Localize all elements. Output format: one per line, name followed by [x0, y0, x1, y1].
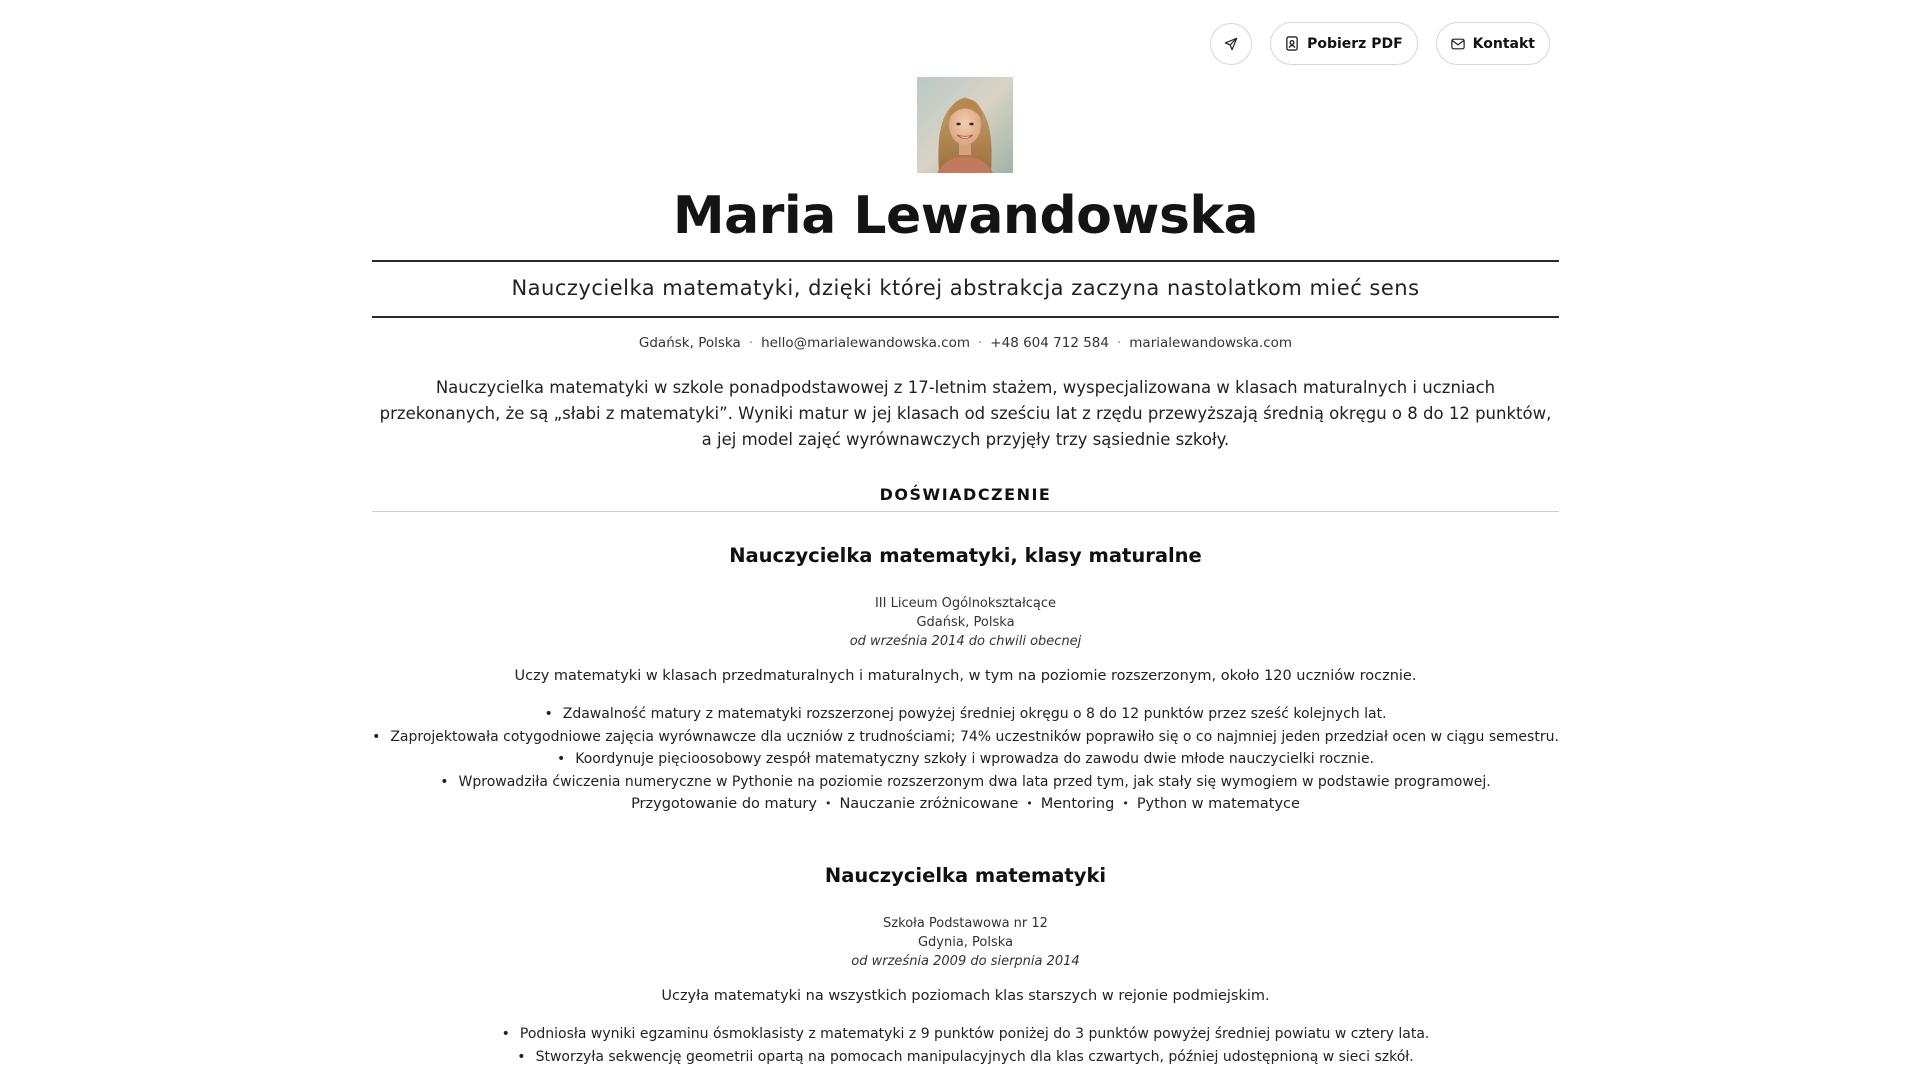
list-item: • Wprowadziła ćwiczenia numeryczne w Pythonie na poziomie rozszerzonym dwa lata przed tym, jak stały się wymogiem w podstawie programowej. [372, 771, 1559, 794]
job-organization: Szkoła Podstawowa nr 12 [883, 916, 1048, 931]
separator: · [748, 335, 754, 351]
contact-line [372, 333, 1559, 353]
list-item: • Stworzyła sekwencję geometrii opartą na pomocach manipulacyjnych dla klas czwartych, później udostępnioną w sieci szkół. [372, 1046, 1559, 1069]
list-item: • Zaprojektowała cotygodniowe zajęcia wyrównawcze dla uczniów z trudnościami; 74% uczestników poprawiło się o co najmniej jeden przedział ocen w ciągu semestru. [372, 726, 1559, 749]
download-pdf-label: Pobierz PDF [1307, 35, 1403, 52]
separator: · [1116, 335, 1122, 351]
separator: • [1122, 797, 1129, 810]
profile-summary: Nauczycielka matematyki w szkole ponadpodstawowej z 17-letnim stażem, wyspecjalizowana w klasach maturalnych i uczniach przekonanych, że są „słabi z matematyki”. Wyniki matur w jej klasach od sześciu lat z rzędu przewyższają średnią okręgu o 8 do 12 punktów, a jej model zajęć wyrównawczych przyjęły trzy sąsiednie szkoły. [379, 378, 1552, 449]
job-description: Uczy matematyki w klasach przedmaturalnych i maturalnych, w tym na poziomie rozszerzonym, około 120 uczniów rocznie. [514, 668, 1417, 684]
skill-tag: Mentoring [1040, 796, 1115, 812]
job-description: Uczyła matematyki na wszystkich poziomach klas starszych w rejonie podmiejskim. [661, 988, 1270, 1004]
contact-button[interactable] [1436, 22, 1550, 65]
job-skills [372, 793, 1559, 816]
profile-name: Maria Lewandowska [672, 186, 1259, 246]
skill-tag: Python w matematyce [1136, 796, 1300, 812]
separator: • [1026, 797, 1033, 810]
contact-location: Gdańsk, Polska [638, 335, 741, 351]
contact-phone[interactable]: +48 604 712 584 [990, 335, 1109, 351]
section-title-experience: DOŚWIADCZENIE [879, 485, 1052, 504]
list-item: • Zdawalność matury z matematyki rozszerzonej powyżej średniej okręgu o 8 do 12 punktów przez sześć kolejnych lat. [372, 703, 1559, 726]
contact-website[interactable]: marialewandowska.com [1129, 335, 1293, 351]
section-divider [372, 511, 1559, 512]
profile-tagline: Nauczycielka matematyki, dzięki której abstrakcja zaczyna nastolatkom mieć sens [511, 276, 1420, 300]
job-entry [372, 862, 1559, 1068]
job-bullets [372, 703, 1559, 793]
list-item: • Koordynuje pięcioosobowy zespół matematyczny szkoły i wprowadza do zawodu dwie młode nauczycielki rocznie. [372, 748, 1559, 771]
job-entry [372, 542, 1559, 816]
job-bullets [372, 1023, 1559, 1068]
profile-photo [917, 77, 1013, 173]
separator: · [978, 335, 983, 351]
divider [372, 260, 1559, 262]
job-location: Gdańsk, Polska [916, 615, 1015, 630]
skill-tag: Przygotowanie do matury [631, 796, 817, 812]
contact-email[interactable]: hello@marialewandowska.com [761, 335, 970, 351]
separator: • [824, 797, 832, 810]
job-location: Gdynia, Polska [917, 935, 1014, 950]
job-title: Nauczycielka matematyki [824, 864, 1107, 887]
envelope-icon [1451, 38, 1465, 50]
divider [372, 316, 1559, 318]
contact-label: Kontakt [1472, 35, 1535, 52]
top-toolbar [1210, 22, 1550, 65]
document-user-icon [1285, 36, 1299, 51]
download-pdf-button[interactable] [1270, 22, 1418, 65]
job-dates: od września 2014 do chwili obecnej [849, 634, 1082, 649]
job-title: Nauczycielka matematyki, klasy maturalne [729, 544, 1202, 567]
list-item: • Podniosła wyniki egzaminu ósmoklasisty z matematyki z 9 punktów poniżej do 3 punktów powyżej średniej powiatu w cztery lata. [372, 1023, 1559, 1046]
share-button[interactable] [1210, 23, 1252, 65]
job-organization: III Liceum Ogólnokształcące [874, 596, 1057, 611]
skill-tag: Nauczanie zróżnicowane [839, 796, 1019, 812]
job-dates: od września 2009 do sierpnia 2014 [851, 954, 1080, 969]
paper-plane-icon [1224, 37, 1238, 51]
